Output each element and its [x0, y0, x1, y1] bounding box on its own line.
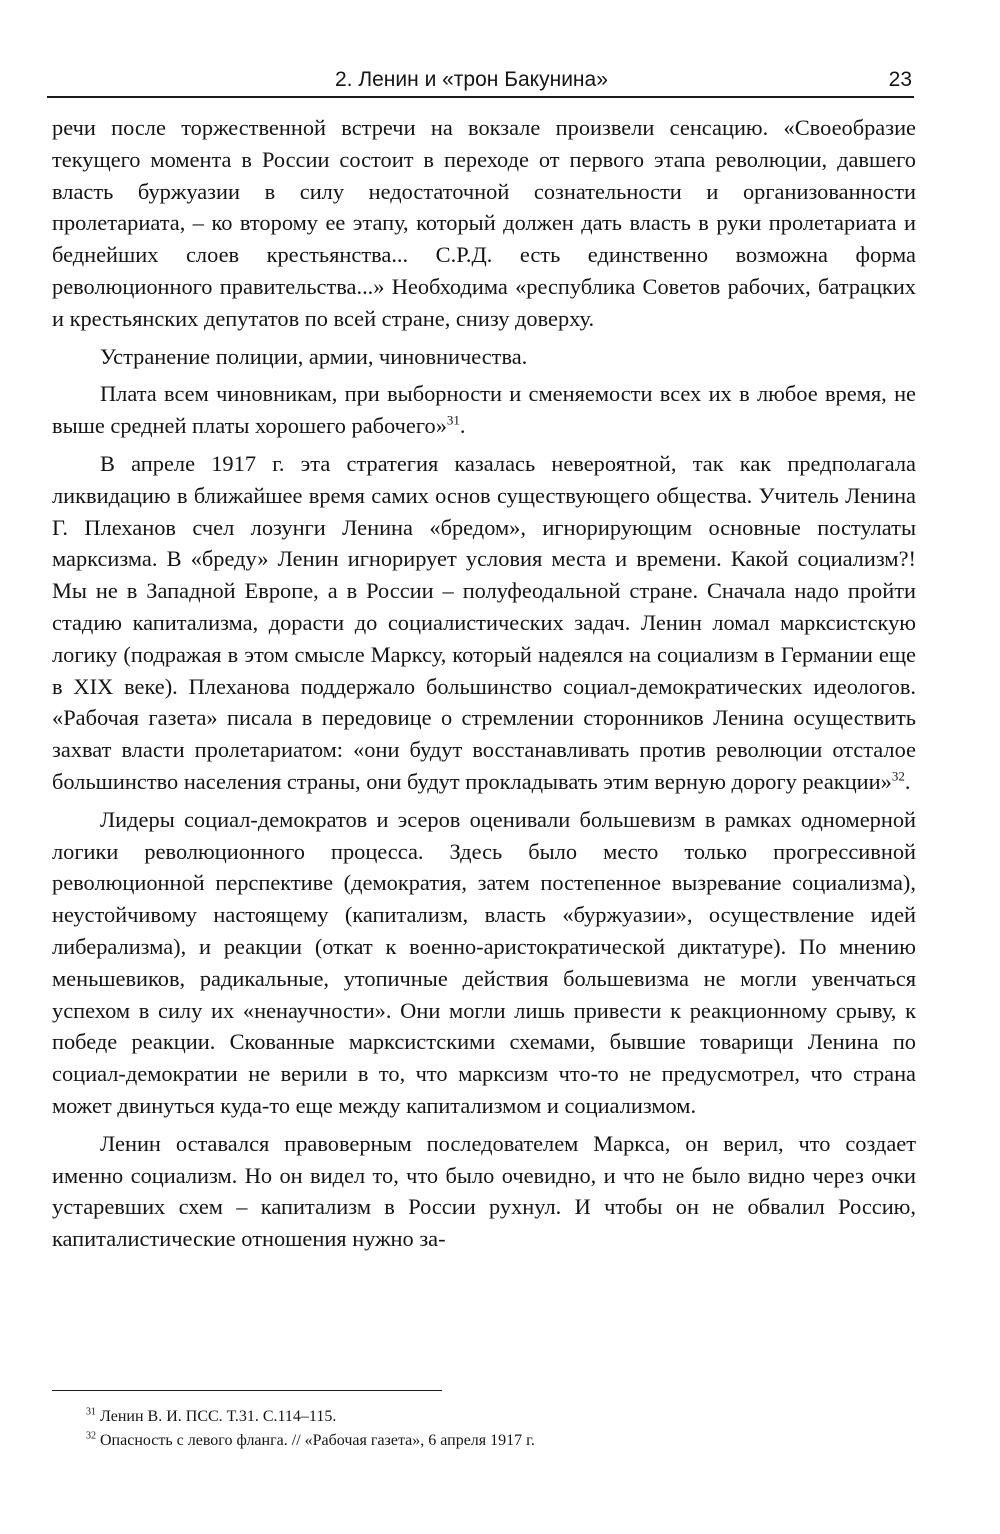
- paragraph: речи после торжественной встречи на вокзале произвели сенсацию. «Своеобразие текущего момента в России состоит в переходе от первого этапа революции, давшего власть буржуазии в силу недостаточной сознательности и организованности пролетариата, – ко второму ее этапу, который должен дать власть в руки пролетариата и беднейших слоев крестьянства... С.Р.Д. есть единственно возможна форма революционного правительства...» Необходима «республика Советов рабочих, батрацких и крестьянских депутатов по всей стране, снизу доверху.: [52, 115, 916, 331]
- footnote: [52, 1429, 916, 1453]
- footnote-text: Ленин В. И. ПСС. Т.31. С.114–115.: [100, 1408, 337, 1425]
- paragraph: Плата всем чиновникам, при выборности и сменяемости всех их в любое время, не выше средней платы хорошего рабочего»$^{31}$.: [52, 381, 916, 439]
- paragraph: Ленин оставался правоверным последователем Маркса, он верил, что создает именно социализм. Но он видел то, что было очевидно, и что не было видно через очки устаревших схем – капитализм в России рухнул. И чтобы он не обвалил Россию, капиталистические отношения нужно за-: [52, 1130, 916, 1252]
- footnote-text: Опасность с левого фланга. // «Рабочая газета», 6 апреля 1917 г.: [100, 1432, 535, 1449]
- footnotes: [52, 1405, 916, 1453]
- footnote-divider: [52, 1390, 442, 1391]
- footnote-number: 32: [86, 1430, 96, 1442]
- footnote-ref[interactable]: 32: [891, 768, 905, 784]
- footnote: [52, 1405, 916, 1429]
- page-number: 23: [888, 68, 912, 91]
- running-title: 2. Ленин и «трон Бакунина»: [335, 68, 608, 91]
- paragraph: В апреле 1917 г. эта стратегия казалась невероятной, так как предполагала ликвидацию в ближайшее время самих основ существующего общества. Учитель Ленина Г. Плеханов счел лозунги Ленина «бредом», игнорирующим основные постулаты марксизма. В «бреду» Ленин игнорирует условия места и времени. Какой социализм?! Мы не в Западной Европе, а в России – полуфеодальной стране. Сначала надо пройти стадию капитализма, дорасти до социалистических задач. Ленин ломал марксистскую логику (подражая в этом смысле Марксу, который надеялся на социализм в Германии еще в XIX веке). Плеханова поддержало большинство социал-демократических идеологов. «Рабочая газета» писала в передовице о стремлении сторонников Ленина осуществить захват власти пролетариатом: «они будут восстанавливать против революции отсталое большинство населения страны, они будут прокладывать этим верную дорогу реакции»$^{32}$.: [52, 450, 916, 794]
- footnote-ref[interactable]: 31: [446, 412, 460, 428]
- footnote-number: 31: [86, 1406, 96, 1418]
- body-text: [52, 112, 916, 1261]
- page-header: [47, 66, 914, 98]
- paragraph: Лидеры социал-демократов и эсеров оценивали большевизм в рамках одномерной логики революционного процесса. Здесь было место только прогрессивной революционной перспективе (демократия, затем постепенное вызревание социализма), неустойчивому настоящему (капитализм, власть «буржуазии», осуществление идей либерализма), и реакции (откат к военно-аристократической диктатуре). По мнению меньшевиков, радикальные, утопичные действия большевизма не могли увенчаться успехом в силу их «ненаучности». Они могли лишь привести к реакционному срыву, к победе реакции. Скованные марксистскими схемами, бывшие товарищи Ленина по социал-демократии не верили в то, что марксизм что-то не предусмотрел, что страна может двинуться куда-то еще между капитализмом и социализмом.: [52, 806, 916, 1118]
- paragraph: Устранение полиции, армии, чиновничества.: [100, 343, 528, 369]
